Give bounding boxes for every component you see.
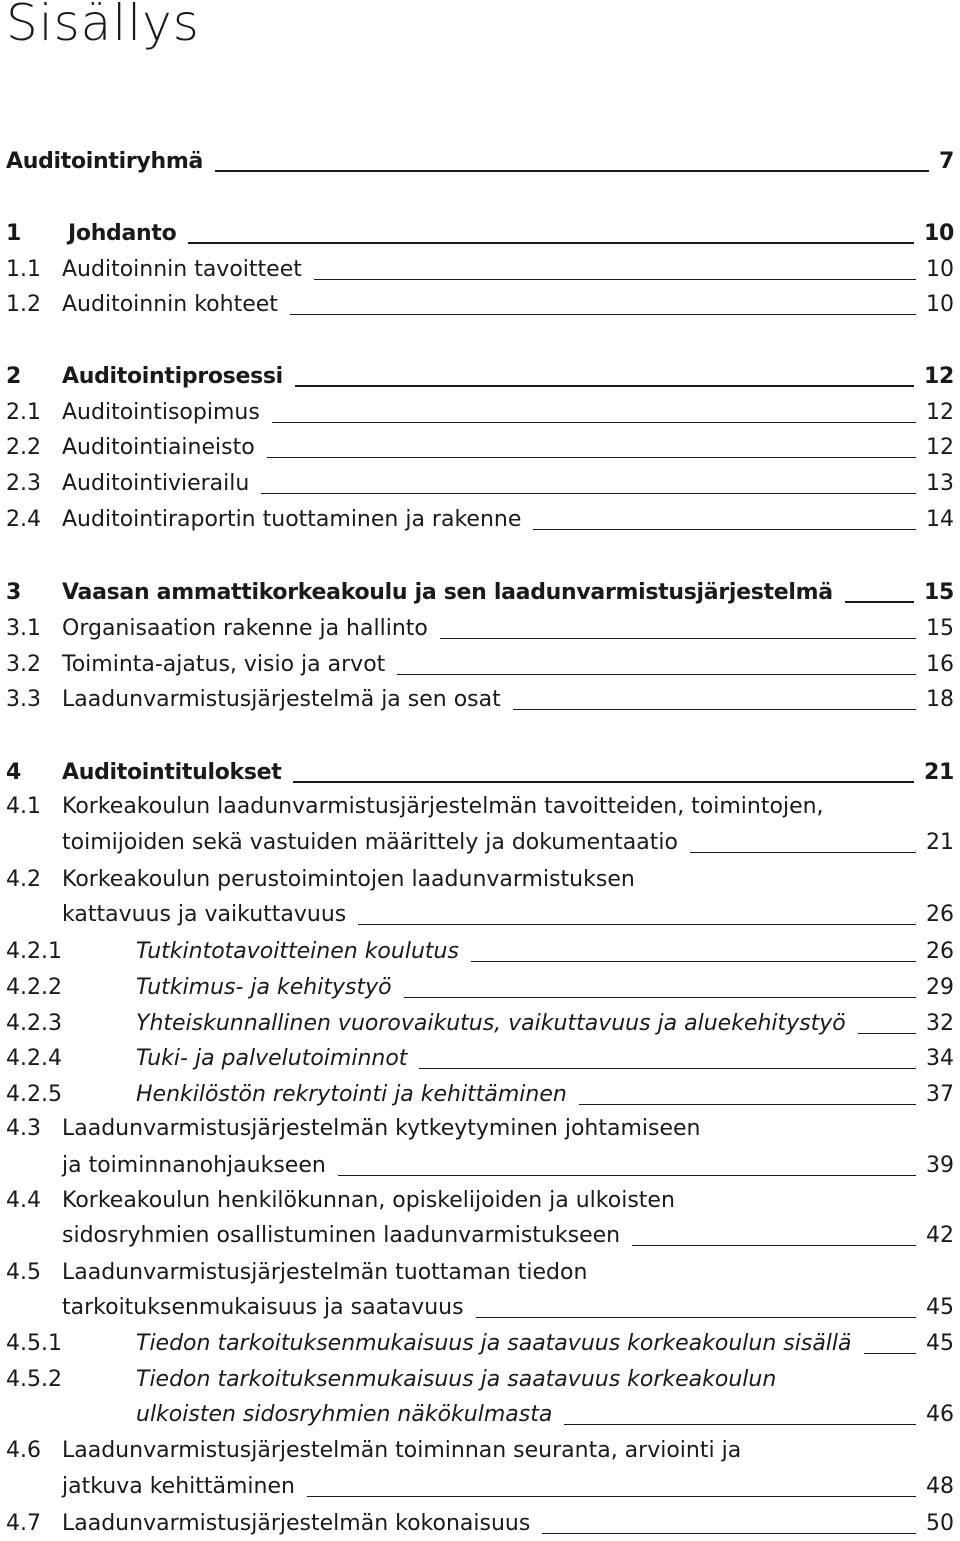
toc-entry[interactable]: [0, 1360, 960, 1394]
toc-entry[interactable]: [0, 1431, 960, 1465]
toc-entry-number: 1.1: [6, 257, 41, 282]
toc-entry[interactable]: [0, 393, 960, 427]
toc-entry-title: Laadunvarmistusjärjestelmä ja sen osat: [62, 687, 501, 712]
toc-entry-title: Toiminta-ajatus, visio ja arvot: [62, 652, 386, 677]
toc-leader-line: [579, 1104, 916, 1105]
toc-leader-line: [267, 457, 916, 458]
toc-entry[interactable]: [0, 823, 960, 857]
toc-entry-number: 1.2: [6, 292, 41, 317]
toc-entry[interactable]: [0, 428, 960, 462]
toc-leader-line: [358, 924, 916, 925]
toc-leader-line: [440, 638, 916, 639]
toc-entry-page: 45: [926, 1331, 954, 1356]
toc-entry[interactable]: [0, 645, 960, 679]
toc-entry-title: Korkeakoulun henkilökunnan, opiskelijoiden ja ulkoisten: [62, 1188, 675, 1213]
toc-entry-page: 39: [926, 1153, 954, 1178]
toc-entry-page: 12: [923, 364, 954, 389]
toc-entry-page: 26: [926, 939, 954, 964]
toc-entry-page: 13: [926, 471, 954, 496]
toc-entry[interactable]: [0, 500, 960, 534]
toc-entry-title: Tiedon tarkoituksenmukaisuus ja saatavuus korkeakoulun: [136, 1367, 777, 1392]
toc-leader-line: [419, 1068, 916, 1069]
toc-entry[interactable]: [0, 1146, 960, 1180]
toc-entry[interactable]: [0, 464, 960, 498]
toc-entry-title: Tuki- ja palvelutoiminnot: [136, 1046, 408, 1071]
toc-entry-page: 16: [926, 652, 954, 677]
toc-entry[interactable]: [0, 1288, 960, 1322]
toc-entry-number: 2.3: [6, 471, 41, 496]
toc-entry[interactable]: [0, 142, 960, 176]
toc-entry-number: 4.2.4: [6, 1046, 62, 1071]
toc-entry-number: 3: [6, 580, 22, 605]
toc-entry[interactable]: [0, 1253, 960, 1287]
toc-leader-line: [293, 781, 914, 783]
toc-entry-title: Organisaation rakenne ja hallinto: [62, 616, 428, 641]
toc-entry-page: 34: [926, 1046, 954, 1071]
toc-entry-page: 14: [926, 507, 954, 532]
toc-entry-title: Auditoinnin kohteet: [62, 292, 278, 317]
toc-entry[interactable]: [0, 1075, 960, 1109]
toc-leader-line: [690, 852, 916, 853]
toc-entry-title: jatkuva kehittäminen: [62, 1474, 295, 1499]
toc-leader-line: [272, 422, 916, 423]
toc-entry-number: 4.2: [6, 867, 41, 892]
toc-entry[interactable]: [0, 680, 960, 714]
toc-entry-number: 4.5.2: [6, 1367, 62, 1392]
toc-leader-line: [397, 674, 916, 675]
toc-entry-number: 1: [6, 221, 22, 246]
toc-entry-title: ulkoisten sidosryhmien näkökulmasta: [136, 1402, 553, 1427]
toc-entry[interactable]: [0, 1109, 960, 1143]
toc-entry-number: 4.5.1: [6, 1331, 62, 1356]
toc-entry[interactable]: [0, 1324, 960, 1358]
toc-entry[interactable]: [0, 1039, 960, 1073]
toc-entry-number: 4.2.5: [6, 1082, 62, 1107]
toc-leader-line: [215, 170, 929, 172]
toc-entry-page: 15: [926, 616, 954, 641]
toc-entry[interactable]: [0, 753, 960, 787]
toc-leader-line: [261, 493, 916, 494]
toc-entry-title: Auditointiprosessi: [62, 364, 283, 389]
toc-entry-number: 3.1: [6, 616, 41, 641]
toc-entry-title: Laadunvarmistusjärjestelmän kokonaisuus: [62, 1511, 531, 1536]
toc-entry[interactable]: [0, 787, 960, 821]
toc-entry-title: tarkoituksenmukaisuus ja saatavuus: [62, 1295, 464, 1320]
toc-entry-title: Auditointisopimus: [62, 400, 260, 425]
toc-entry[interactable]: [0, 250, 960, 284]
toc-entry-page: 37: [926, 1082, 954, 1107]
toc-entry[interactable]: [0, 1181, 960, 1215]
toc-entry-page: 10: [926, 292, 954, 317]
toc-entry[interactable]: [0, 1216, 960, 1250]
toc-leader-line: [471, 961, 916, 962]
toc-entry[interactable]: [0, 1395, 960, 1429]
toc-entry-title: sidosryhmien osallistuminen laadunvarmistukseen: [62, 1223, 621, 1248]
toc-leader-line: [338, 1175, 916, 1176]
toc-entry[interactable]: [0, 932, 960, 966]
toc-entry-title: Auditointiryhmä: [6, 149, 203, 174]
toc-entry[interactable]: [0, 357, 960, 391]
toc-entry[interactable]: [0, 968, 960, 1002]
toc-entry-page: 18: [926, 687, 954, 712]
toc-entry-page: 12: [926, 435, 954, 460]
toc-entry-page: 10: [923, 221, 954, 246]
toc-entry-title: Korkeakoulun laadunvarmistusjärjestelmän tavoitteiden, toimintojen,: [62, 794, 824, 819]
toc-entry-page: 45: [926, 1295, 954, 1320]
toc-leader-line: [290, 314, 916, 315]
toc-leader-line: [295, 385, 914, 387]
toc-entry-page: 48: [926, 1474, 954, 1499]
toc-entry-page: 21: [926, 830, 954, 855]
toc-entry-page: 10: [926, 257, 954, 282]
toc-entry[interactable]: [0, 1504, 960, 1538]
toc-entry-title: Auditoinnin tavoitteet: [62, 257, 302, 282]
toc-entry-number: 4.7: [6, 1511, 41, 1536]
toc-entry-page: 50: [926, 1511, 954, 1536]
toc-entry[interactable]: [0, 860, 960, 894]
toc-entry-title: Vaasan ammattikorkeakoulu ja sen laadunvarmistusjärjestelmä: [62, 580, 833, 605]
toc-entry-page: 42: [926, 1223, 954, 1248]
toc-entry-title: Henkilöstön rekrytointi ja kehittäminen: [136, 1082, 567, 1107]
toc-entry-page: 46: [926, 1402, 954, 1427]
toc-entry-number: 3.2: [6, 652, 41, 677]
toc-entry-page: 32: [926, 1011, 954, 1036]
toc-entry-number: 4.3: [6, 1116, 41, 1141]
toc-entry-number: 2.1: [6, 400, 41, 425]
toc-entry-page: 15: [923, 580, 954, 605]
toc-entry-title: Auditointiaineisto: [62, 435, 255, 460]
toc-entry[interactable]: [0, 573, 960, 607]
toc-entry[interactable]: [0, 609, 960, 643]
toc-entry-number: 2: [6, 364, 22, 389]
toc-leader-line: [513, 709, 916, 710]
toc-leader-line: [858, 1033, 916, 1034]
toc-leader-line: [564, 1424, 916, 1425]
toc-entry-title: Tiedon tarkoituksenmukaisuus ja saatavuus korkeakoulun sisällä: [136, 1331, 852, 1356]
toc-entry-number: 4.5: [6, 1260, 41, 1285]
toc-entry[interactable]: [0, 1467, 960, 1501]
toc-entry-title: Tutkimus- ja kehitystyö: [136, 975, 392, 1000]
toc-leader-line: [542, 1533, 916, 1534]
toc-leader-line: [632, 1245, 916, 1246]
toc-entry-number: 2.2: [6, 435, 41, 460]
toc-leader-line: [307, 1496, 916, 1497]
toc-entry-title: Yhteiskunnallinen vuorovaikutus, vaikuttavuus ja aluekehitystyö: [136, 1011, 846, 1036]
toc-entry[interactable]: [0, 895, 960, 929]
toc-entry[interactable]: [0, 285, 960, 319]
toc-entry-number: 4.1: [6, 794, 41, 819]
toc-entry-title: ja toiminnanohjaukseen: [62, 1153, 326, 1178]
toc-entry-title: Auditointitulokset: [62, 760, 282, 785]
toc-entry-number: 4.6: [6, 1438, 41, 1463]
toc-entry-page: 26: [926, 902, 954, 927]
toc-entry-title: Laadunvarmistusjärjestelmän toiminnan seuranta, arviointi ja: [62, 1438, 742, 1463]
toc-entry-title: Korkeakoulun perustoimintojen laadunvarmistuksen: [62, 867, 635, 892]
toc-entry-number: 4.2.3: [6, 1011, 62, 1036]
toc-entry-number: 4.2.1: [6, 939, 62, 964]
toc-entry-number: 3.3: [6, 687, 41, 712]
toc-entry-title: Auditointivierailu: [62, 471, 250, 496]
toc-entry-page: 7: [938, 149, 954, 174]
toc-entry-number: 2.4: [6, 507, 41, 532]
toc-entry-page: 29: [926, 975, 954, 1000]
toc-entry-title: Laadunvarmistusjärjestelmän kytkeytyminen johtamiseen: [62, 1116, 701, 1141]
toc-leader-line: [314, 279, 916, 280]
toc-leader-line: [845, 601, 914, 603]
toc-entry-title: Auditointiraportin tuottaminen ja rakenne: [62, 507, 522, 532]
toc-entry-title: kattavuus ja vaikuttavuus: [62, 902, 347, 927]
toc-entry-title: Tutkintotavoitteinen koulutus: [136, 939, 459, 964]
toc-entry-number: 4: [6, 760, 22, 785]
toc-entry-page: 12: [926, 400, 954, 425]
toc-entry[interactable]: [0, 1004, 960, 1038]
toc-entry-number: 4.4: [6, 1188, 41, 1213]
toc-leader-line: [404, 997, 916, 998]
toc-leader-line: [188, 242, 914, 244]
toc-entry-title: toimijoiden sekä vastuiden määrittely ja dokumentaatio: [62, 830, 678, 855]
toc-leader-line: [864, 1353, 916, 1354]
toc-entry-title: Laadunvarmistusjärjestelmän tuottaman tiedon: [62, 1260, 588, 1285]
toc-entry[interactable]: [0, 214, 960, 248]
page-title: Sisällys: [6, 0, 200, 52]
toc-entry-number: 4.2.2: [6, 975, 62, 1000]
toc-entry-page: 21: [923, 760, 954, 785]
toc-entry-title: Johdanto: [68, 221, 177, 246]
toc-leader-line: [533, 529, 916, 530]
toc-leader-line: [476, 1317, 916, 1318]
